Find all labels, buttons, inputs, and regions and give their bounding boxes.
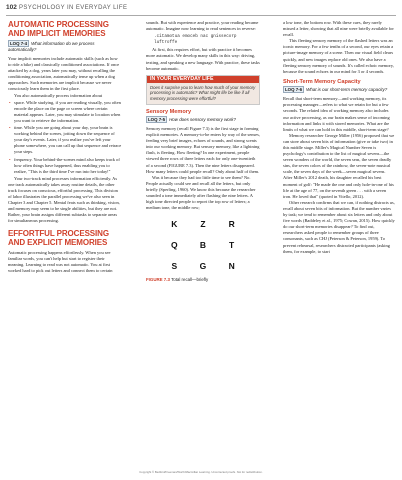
reversed-text-example [154, 34, 260, 45]
loq-tag: LOQ 7-6 [285, 87, 303, 93]
figure-letter: T [229, 240, 235, 251]
figure-label: FIGURE 7.3 [146, 277, 170, 283]
page-header [6, 3, 396, 16]
column-2 [146, 20, 260, 283]
loq-tag: LOQ 7-5 [148, 116, 166, 122]
paragraph: At first, this requires effort, but with practice it becomes more automatic. We develop many skills in this way: driving, texting, and speaking a new language. With practice, these tasks become automatic. [146, 47, 260, 71]
figure-letter: R [228, 219, 235, 230]
column-1 [8, 20, 122, 274]
paragraph: a low tone, the bottom row. With these cues, they rarely missed a letter, showing that all nine were briefly available for recall. [283, 20, 394, 38]
figure-letter-grid [160, 219, 246, 271]
figure-letter: K [171, 219, 178, 230]
heading-effortful-processing: EFFORTFUL PROCESSING AND EXPLICIT MEMORIES [8, 228, 109, 247]
figure-letter: G [199, 261, 207, 272]
paragraph: Your two-track mind processes information efficiently. As one track automatically takes away routine details, the other track focuses on conscious, effortful processing. This division of labor illustrates the parallel processing we've also seen in Chapter 3 and Chapter 5. Mental feats such as thinking, vision, and memory may seem to be single abilities, but they are not. Rather, your brain assigns different subtasks to separate areas for simultaneous processing. [8, 175, 120, 224]
loq-text: What is our short-term memory capacity? [306, 87, 388, 93]
paragraph: Other research confirms that we can, if nothing distracts us, recall about seven bits of information. But the number varies by task; we tend to remember about six letters and only about five words (Baddeley et al., 1975; Cowan, 2015). How quickly do our short-term memories disappear? To find out, researchers asked people to remember groups of three consonants, such as CHJ (Peterson & Peterson, 1959). To prevent rehearsal, researchers distracted participants (asking them, for example, to start [283, 199, 395, 254]
heading-sensory-memory: Sensory Memory [146, 108, 192, 115]
figure-letter: B [199, 240, 207, 251]
bullet-space: • space. While studying, if you are reading visually, you often encode the place on the page or screen where certain material appears. Later, you may stimulate to location when you want to retrieve the information. [14, 100, 122, 124]
heading-automatic-processing: AUTOMATIC PROCESSING AND IMPLICIT MEMORIES [8, 20, 109, 38]
box-title: IN YOUR EVERYDAY LIFE [147, 76, 259, 83]
figure-letter: Q [171, 240, 178, 251]
learning-objective-7-4 [8, 41, 122, 53]
learning-objective-7-5 [146, 117, 260, 123]
everyday-life-box [146, 75, 260, 105]
copyright-footer: Copyright © Bedford/Freeman/Worth/Macmillan Learning. Uncorrected proofs. Not for redistribution. [139, 470, 263, 474]
paragraph: Was it because they had too little time to see them? No. People actually could see and recall all the letters, but only briefly (Sperling, 1960). We know this because the researcher sounded a tone immediately after flashing the nine letters. A high tone directed people to report the top row of letters; a medium tone, the middle row; [146, 174, 256, 211]
example-line: .citamotua emoceb nac gnissecorp [154, 34, 237, 40]
bullet-list [8, 100, 122, 175]
paragraph: This fleeting sensory memory of the flashed letters was an iconic memory. For a few tenths of a second, our eyes retain a picture-image memory of a scene. Then our visual field clears quickly, and new images replace old ones. We also have a fleeting sensory memory of sounds. It's called echoic memory, because the sound echoes in our mind for 3 or 4 seconds. [283, 38, 394, 74]
figure-caption-text: Total recall—briefly [171, 277, 209, 283]
paragraph: sounds. But with experience and practice, your reading became automatic. Imagine now learning to read sentences in reverse: [146, 20, 259, 32]
paragraph: Automatic processing happens effortlessly. When you see familiar words, you can't help but start to register their meaning. Learning to read was not automatic. You at first worked hard to pick out letters and connect them to certain [8, 249, 113, 273]
figure-letter: Z [200, 219, 206, 230]
page-number: 102 [6, 4, 17, 11]
loq-text: How does sensory memory work? [169, 116, 236, 122]
paragraph: Your implicit memories include automatic skills (such as how to ride a bike) and classically conditioned associations. If once attacked by a dog, years later you may, without recalling the conditioning association, automatically tense up when a dog approaches. Such memories are implicit because we never consciously learn them in the first place. [8, 56, 120, 92]
loq-tag: LOQ 7-4 [10, 41, 28, 46]
figure-letter: N [228, 261, 235, 272]
box-text: Does it surprise you to learn how much of your memory processing is automatic? What might life be like if all memory processing were effortful? [147, 83, 259, 104]
column-3 [283, 20, 395, 255]
example-line: luftroffe [154, 39, 178, 45]
figure-caption [146, 277, 260, 283]
bullet-time: • time. While you are going about your day, your brain is working behind the scenes, jotting down the sequence of your day's events. Later, if you realize you've left your phone somewhere, you can call up that sequence and retrace your steps. [14, 125, 122, 155]
paragraph: Sensory memory (recall Figure 7.3) is the first stage in forming explicit memories. A memory-to-be enters by way of the senses, feeding very brief images, echoes of sounds, and strong scents into our working memory. But sensory memory, like a lightning flash, is fleeting. How fleeting? In one experiment, people viewed three rows of three letters each for only one-twentieth of a second (FIGURE 7.3). Then the nine letters disappeared. How many letters could people recall? Only about half of them. [146, 125, 260, 174]
heading-short-term-memory: Short-Term Memory Capacity [283, 78, 361, 85]
bullet-frequency: • frequency. Your behind-the-scenes mind also keeps track of how often things have happened, thus enabling you to realize, "This is the third time I've run into her today!" [14, 157, 122, 175]
learning-objective-7-6 [283, 87, 395, 93]
paragraph: Recall that short-term memory—and working memory, its processing manager—refers to what we retain for but a few seconds. The related idea of working memory also includes our active processing, as our brain makes sense of incoming information and links it with stored memories. What are the limits of what we can hold in this middle, short-term stage? [283, 96, 390, 132]
paragraph: You also automatically process information about [14, 92, 103, 98]
figure-letter: S [171, 261, 178, 272]
paragraph: Memory researcher George Miller (1956) proposed that we can store about seven bits of information (give or take two) in this middle stage. Miller's Magical Number Seven is psychology's contribution to the list of magical sevens—the seven wonders of the world, the seven seas, the seven deadly sins, the seven colors of the rainbow, the seven-note musical scale, the seven days of the week—seven magical sevens. After Miller's 2012 death, his daughter recalled his best moment of golf: "He made the one and only hole-in-one of his life at the age of 77, on the seventh green . . . with a seven iron. He loved that" (quoted in Vitello, 2012). [283, 132, 395, 199]
loq-text: What information do we process automatically? [8, 41, 95, 52]
running-head: PSYCHOLOGY IN EVERYDAY LIFE [19, 4, 128, 11]
